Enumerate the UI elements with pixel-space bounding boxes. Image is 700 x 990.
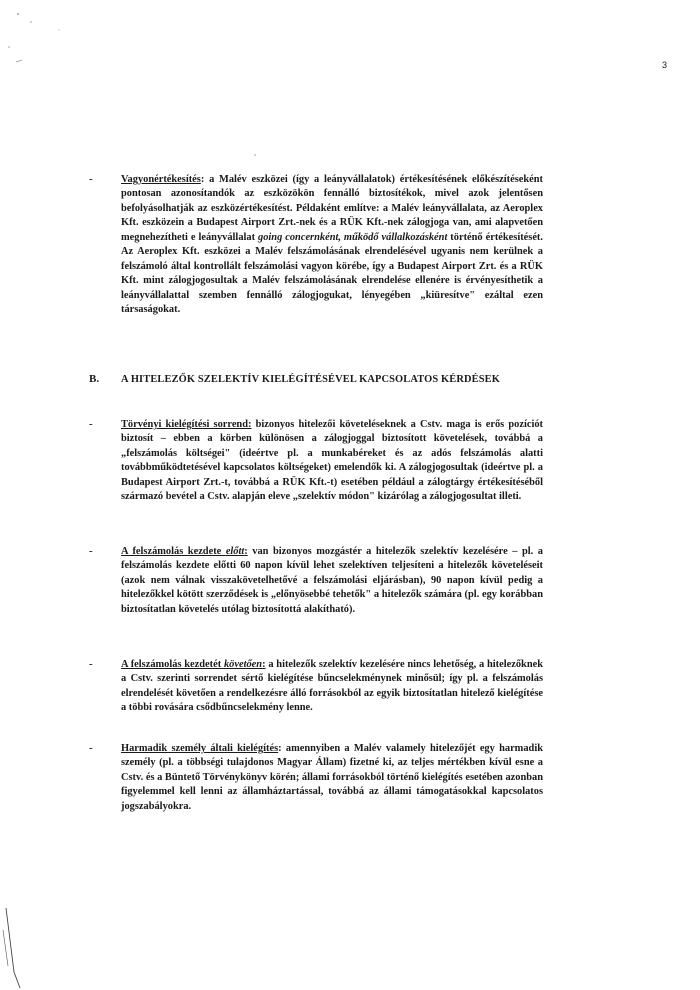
paragraph-text: amennyiben a Malév valamely hitelezőjét egy harmadik személy (pl. a többségi tulajdonos Magyar Állam) fizetné ki, az teljes mértékben kívül esne a Cstv. és a Büntető Törvénykönyv körén; állami forrásokból történő kielégítés esetében azonban figyelemmel kell lenni az államháztartással, továbbá az állami támogatásokkal kapcsolatos jogszabályokra. (121, 743, 543, 812)
paragraph-text: van bizonyos mozgástér a hitelezők szelektív kezelésére – pl. a felszámolás kezdete előtti 60 napon kívül lehet szelektíven teljesíteni a hitelezők követeléseit (azok nem válnak visszakövetelhetővé a felszámolási eljárásban), 90 napon kívül pedig a hitelezőkkel kötött szerződések is „előnyösebbé tehetők" a hitelezők számára (pl. egy korábban biztosítatlan követelés utólag biztosítottá alakítható). (121, 546, 543, 615)
paragraph-heading-italic: előtt (225, 546, 245, 557)
heading-suffix: : (244, 546, 248, 557)
paragraph-heading: A felszámolás kezdetét (121, 659, 224, 670)
section-title: A HITELEZŐK SZELEKTÍV KIELÉGÍTÉSÉVEL KAPCSOLATOS KÉRDÉSEK (121, 374, 500, 385)
paragraph-text: történő értékesítését. Az Aeroplex Kft. eszközei a Malév felszámolásának elrendelésével ugyanis nem kerülnek a felszámoló által kontrollált felszámolási vagyon körébe, így a Budapest Airport Zrt. és a RÜK Kft. mint zálogjogosultak a Malév felszámolásának elrendelése ellenére is érvényesíthetik a leányvállalattal szemben fennálló zálogjogukat, lényegében „kiüresítve" ezáltal ezen társaságokat. (121, 231, 543, 316)
heading-suffix: : (278, 743, 282, 754)
bullet: - (89, 173, 93, 185)
paragraph-heading: Harmadik személy általi kielégítés (121, 743, 279, 754)
paragraph-statutory-order (121, 418, 543, 505)
heading-suffix: : (262, 659, 266, 670)
page-number: 3 (662, 60, 668, 70)
bullet: - (89, 545, 93, 557)
bullet: - (89, 658, 93, 670)
paragraph-asset-sale (121, 173, 543, 318)
bullet: - (89, 418, 93, 430)
paragraph-heading: Vagyonértékesítés (121, 174, 201, 185)
paragraph-heading: Törvényi kielégítési sorrend: (121, 419, 252, 430)
bullet: - (89, 742, 93, 754)
paragraph-text: a Malév eszközei (így a leányvállalatok) értékesítésének előkészítéseként pontosan azonosítandók az eszközökön fennálló biztosítékok, mivel azok jelentősen befolyásolhatják az eszközértékesítést. Példaként említve: a Malév leányvállalata, az Aeroplex Kft. eszközein a Budapest Airport Zrt.-nek és a RÜK Kft.-nek zálogjoga van, ami alapvetően megnehezítheti e leányvállalat (121, 174, 543, 243)
paragraph-italic: going concernként, működő vállalkozásként (258, 231, 448, 243)
scan-artifact-mark (250, 150, 262, 162)
paragraph-heading: A felszámolás kezdete (121, 546, 226, 557)
heading-suffix: : (200, 174, 205, 185)
paragraph-before-liquidation (121, 545, 543, 617)
scan-artifact-bottom-left (0, 900, 40, 990)
section-letter: B. (89, 373, 100, 385)
paragraph-text: a hitelezők szelektív kezelésére nincs lehetőség, a hitelezőknek a Cstv. szerinti sorrendet sértő kielégítése bűncselekménynek minősül; így pl. a felszámolás elrendelését követően a rendelkezésre álló forrásokból az egyik biztosítatlan hitelező kielégítése a többi rovására csődbűncselekmény lenne. (121, 659, 543, 714)
scan-artifact-top-left (0, 0, 80, 80)
paragraph-heading-italic: követően (223, 659, 263, 670)
paragraph-text: bizonyos hitelezői követeléseknek a Cstv. maga is erős pozíciót biztosít – ebben a körben különösen a zálogjoggal biztosított követelések, továbbá a „felszámolás költségei" (ideértve pl. a munkabéreket és az adós felszámolás alatti továbbműködtetésével kapcsolatos költségeket) emelendők ki. A zálogjogosultak (ideértve pl. a Budapest Airport Zrt.-t, továbbá a RÜK Kft.-t) esetében például a zálogtárgy értékesítéséből származó bevétel a Cstv. alapján eleve „szelektív módon" kizárólag a zálogjogosultat illeti. (121, 419, 543, 503)
paragraph-third-party (121, 742, 543, 814)
paragraph-after-liquidation (121, 658, 543, 716)
